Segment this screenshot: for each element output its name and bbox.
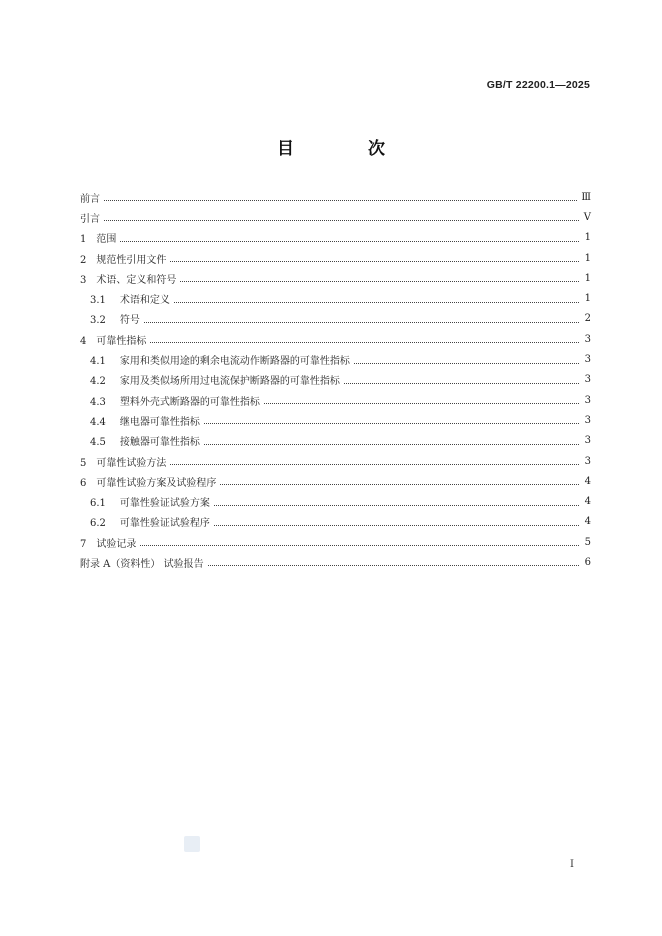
toc-entry-label xyxy=(80,474,216,489)
toc-entry[interactable] xyxy=(80,491,591,511)
dot-leader xyxy=(204,443,579,445)
toc-entry-text: 塑料外壳式断路器的可靠性指标 xyxy=(119,396,260,408)
toc-entry[interactable] xyxy=(80,370,591,390)
dot-leader xyxy=(144,321,579,323)
toc-entry-label xyxy=(90,311,140,326)
toc-entry-number: 6 xyxy=(80,477,87,489)
toc-entry-page: 1 xyxy=(584,272,591,284)
dot-leader xyxy=(170,260,579,262)
toc-entry-number: 2 xyxy=(80,254,87,266)
toc-entry[interactable] xyxy=(80,349,591,369)
toc-entry-page: 4 xyxy=(584,516,591,528)
dot-leader xyxy=(354,362,579,364)
toc-entry-page: 3 xyxy=(584,333,591,345)
toc-entry-number: 3.2 xyxy=(90,315,106,327)
toc-entry-page: 4 xyxy=(584,496,591,508)
toc-entry-text: 家用和类似用途的剩余电流动作断路器的可靠性指标 xyxy=(119,356,350,368)
toc-entry-number: 4 xyxy=(80,335,87,347)
dot-leader xyxy=(104,199,577,201)
page-title: 目 次 xyxy=(277,139,419,159)
toc-entry[interactable] xyxy=(80,390,591,410)
toc-entry[interactable] xyxy=(80,431,591,451)
toc-entry-label xyxy=(80,454,166,469)
toc-entry[interactable] xyxy=(80,268,591,288)
toc-entry-page: 1 xyxy=(584,293,591,305)
toc-entry-number: 4.2 xyxy=(90,376,106,388)
toc-entry-page: 3 xyxy=(584,435,591,447)
toc-entry-number: 3 xyxy=(80,274,87,286)
toc-entry-number: 4.5 xyxy=(90,437,106,449)
toc-entry[interactable] xyxy=(80,532,591,552)
toc-entry-page: 3 xyxy=(584,394,591,406)
toc-entry-page: Ⅴ xyxy=(583,211,591,223)
toc-entry-text: 家用及类似场所用过电流保护断路器的可靠性指标 xyxy=(119,376,340,388)
toc-entry-text: 术语和定义 xyxy=(119,295,170,307)
toc-entry-label xyxy=(90,393,260,408)
toc-entry-label xyxy=(90,352,350,367)
dot-leader xyxy=(214,524,579,526)
toc-entry[interactable] xyxy=(80,228,591,248)
toc-entry-label xyxy=(80,210,100,225)
toc-entry-number: 1 xyxy=(80,234,87,246)
toc-entry-page: 1 xyxy=(584,252,591,264)
dot-leader xyxy=(264,402,579,404)
toc-entry-label xyxy=(90,494,210,509)
toc-entry-page: 3 xyxy=(584,374,591,386)
toc-entry-number: 6.1 xyxy=(90,498,106,510)
toc-entry-text: 引言 xyxy=(80,213,100,225)
toc-entry-page: 6 xyxy=(584,556,591,568)
toc-entry-label xyxy=(80,271,176,286)
dot-leader xyxy=(170,463,579,465)
toc-entry[interactable] xyxy=(80,288,591,308)
toc-entry-text: 规范性引用文件 xyxy=(96,254,167,266)
toc-entry-number: 7 xyxy=(80,538,87,550)
toc-entry-label xyxy=(90,433,200,448)
toc-entry-label xyxy=(90,291,170,306)
toc-entry-text: 可靠性试验方案及试验程序 xyxy=(96,477,217,489)
toc-entry[interactable] xyxy=(80,471,591,491)
toc-entry-label xyxy=(90,413,200,428)
toc-entry-text: 术语、定义和符号 xyxy=(96,274,177,286)
toc-entry[interactable] xyxy=(80,329,591,349)
dot-leader xyxy=(174,301,579,303)
toc-entry-label xyxy=(80,555,204,570)
watermark-logo xyxy=(184,836,200,852)
toc-entry[interactable] xyxy=(80,512,591,532)
toc-entry-text: 符号 xyxy=(119,315,140,327)
toc-entry-text: 附录 A（资料性） 试验报告 xyxy=(80,558,204,570)
dot-leader xyxy=(180,280,579,282)
toc-entry-text: 可靠性验证试验方案 xyxy=(119,498,210,510)
toc-entry-text: 接触器可靠性指标 xyxy=(119,437,200,449)
toc-entry-page: 2 xyxy=(584,313,591,325)
toc-entry[interactable] xyxy=(80,309,591,329)
dot-leader xyxy=(344,382,579,384)
toc-entry[interactable] xyxy=(80,187,591,207)
toc-entry-page: Ⅲ xyxy=(581,191,591,203)
toc-entry[interactable] xyxy=(80,207,591,227)
toc-entry-label xyxy=(80,535,136,550)
toc-entry-number: 4.3 xyxy=(90,396,106,408)
toc-entry[interactable] xyxy=(80,410,591,430)
standard-code: GB/T 22200.1—2025 xyxy=(486,79,590,91)
toc-entry-label xyxy=(90,372,340,387)
dot-leader xyxy=(120,240,579,242)
toc-entry-page: 3 xyxy=(584,354,591,366)
toc-entry-page: 5 xyxy=(584,536,591,548)
toc-entry-number: 3.1 xyxy=(90,295,106,307)
table-of-contents xyxy=(80,187,591,573)
toc-entry-number: 5 xyxy=(80,457,87,469)
toc-entry-text: 前言 xyxy=(80,193,100,205)
toc-entry-page: 3 xyxy=(584,455,591,467)
toc-entry-page: 3 xyxy=(584,414,591,426)
toc-entry-text: 范围 xyxy=(96,234,117,246)
dot-leader xyxy=(220,483,579,485)
toc-entry-number: 4.4 xyxy=(90,416,106,428)
toc-entry[interactable] xyxy=(80,451,591,471)
dot-leader xyxy=(208,564,579,566)
toc-entry-label xyxy=(80,230,116,245)
toc-entry-text: 试验记录 xyxy=(96,538,137,550)
dot-leader xyxy=(104,219,579,221)
dot-leader xyxy=(150,341,579,343)
toc-entry-text: 可靠性验证试验程序 xyxy=(119,518,210,530)
toc-entry-text: 可靠性试验方法 xyxy=(96,457,167,469)
toc-entry-label xyxy=(80,332,146,347)
dot-leader xyxy=(204,422,579,424)
toc-entry-text: 继电器可靠性指标 xyxy=(119,416,200,428)
dot-leader xyxy=(214,504,579,506)
toc-entry-number: 4.1 xyxy=(90,356,106,368)
toc-entry-label xyxy=(80,190,100,205)
toc-entry-label xyxy=(80,251,166,266)
toc-entry[interactable] xyxy=(80,552,591,572)
toc-entry-label xyxy=(90,514,210,529)
toc-entry[interactable] xyxy=(80,248,591,268)
dot-leader xyxy=(140,544,579,546)
page-number: Ⅰ xyxy=(570,859,574,870)
toc-entry-number: 6.2 xyxy=(90,518,106,530)
toc-entry-text: 可靠性指标 xyxy=(96,335,147,347)
toc-entry-page: 4 xyxy=(584,475,591,487)
toc-entry-page: 1 xyxy=(584,232,591,244)
